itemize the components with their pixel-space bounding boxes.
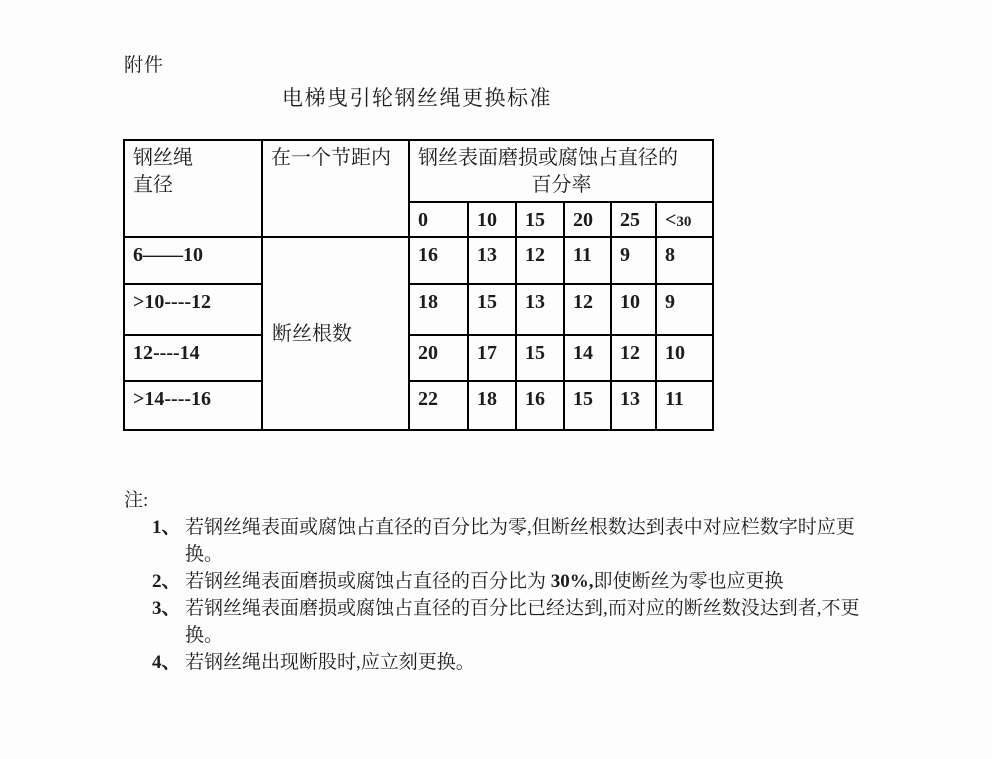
- table-row: [124, 284, 713, 335]
- header-pitch: 在一个节距内: [262, 140, 409, 237]
- percent-tick-cell: 15: [516, 202, 564, 237]
- percent-tick-cell: 25: [611, 202, 656, 237]
- value-cell: 12: [564, 284, 611, 335]
- value-cell: 22: [409, 381, 468, 430]
- note-number: 1、: [152, 517, 181, 538]
- note-text-segment: 若钢丝绳表面磨损或腐蚀占直径的百分比已经达到,而对应的断丝数没达到者,不更换。: [185, 598, 860, 646]
- value-cell: 11: [564, 237, 611, 284]
- note-text-bold-segment: 30%,: [550, 571, 594, 592]
- table-header-row: [124, 140, 713, 202]
- value-cell: 9: [611, 237, 656, 284]
- note-number: 4、: [152, 652, 181, 673]
- note-text-segment: 若钢丝绳表面磨损或腐蚀占直径的百分比为: [185, 571, 551, 592]
- header-percent-line1: 钢丝表面磨损或腐蚀占直径的: [418, 147, 678, 169]
- value-cell: 9: [656, 284, 713, 335]
- percent-tick-cell: 20: [564, 202, 611, 237]
- diameter-cell: >14----16: [124, 381, 262, 430]
- table-row: [124, 335, 713, 381]
- note-text-segment: 若钢丝绳出现断股时,应立刻更换。: [185, 652, 475, 673]
- note-item: [152, 568, 864, 595]
- header-percent-line2: 百分率: [531, 174, 592, 196]
- percent-tick-last-value: 30: [676, 214, 692, 230]
- value-cell: 18: [468, 381, 516, 430]
- header-diameter: [124, 140, 262, 237]
- value-cell: 18: [409, 284, 468, 335]
- value-cell: 12: [611, 335, 656, 381]
- value-cell: 11: [656, 381, 713, 430]
- broken-wires-cell: 断丝根数: [262, 237, 409, 430]
- note-text: [185, 595, 864, 649]
- note-text-segment: 若钢丝绳表面或腐蚀占直径的百分比为零,但断丝根数达到表中对应栏数字时应更换。: [185, 517, 855, 565]
- note-item: [152, 649, 864, 676]
- page-title: 电梯曳引轮钢丝绳更换标准: [282, 86, 552, 110]
- header-diameter-line2: 直径: [133, 174, 173, 196]
- header-percent: [409, 140, 713, 202]
- note-number: 3、: [152, 598, 181, 619]
- value-cell: 14: [564, 335, 611, 381]
- percent-tick-cell: 0: [409, 202, 468, 237]
- rope-replacement-table: [123, 139, 714, 431]
- percent-tick-cell-last: [656, 202, 713, 237]
- value-cell: 13: [611, 381, 656, 430]
- note-item: [152, 514, 864, 568]
- value-cell: 10: [656, 335, 713, 381]
- less-than-sign: <: [665, 209, 677, 231]
- note-text: [185, 568, 864, 595]
- value-cell: 10: [611, 284, 656, 335]
- value-cell: 15: [564, 381, 611, 430]
- table-row: [124, 237, 713, 284]
- value-cell: 8: [656, 237, 713, 284]
- value-cell: 13: [516, 284, 564, 335]
- header-diameter-line1: 钢丝绳: [133, 147, 193, 169]
- table-row: [124, 381, 713, 430]
- notes-section: [124, 487, 864, 676]
- value-cell: 16: [516, 381, 564, 430]
- note-text: [185, 514, 864, 568]
- note-text-segment: 即使断丝为零也应更换: [593, 571, 784, 592]
- notes-label: 注:: [124, 490, 149, 511]
- attachment-label: 附件: [124, 55, 165, 76]
- value-cell: 17: [468, 335, 516, 381]
- note-item: [152, 595, 864, 649]
- value-cell: 20: [409, 335, 468, 381]
- percent-tick-cell: 10: [468, 202, 516, 237]
- value-cell: 15: [468, 284, 516, 335]
- diameter-cell: >10----12: [124, 284, 262, 335]
- diameter-cell: 6——10: [124, 237, 262, 284]
- value-cell: 16: [409, 237, 468, 284]
- diameter-cell: 12----14: [124, 335, 262, 381]
- note-text: [185, 649, 864, 676]
- value-cell: 13: [468, 237, 516, 284]
- value-cell: 12: [516, 237, 564, 284]
- note-number: 2、: [152, 571, 181, 592]
- value-cell: 15: [516, 335, 564, 381]
